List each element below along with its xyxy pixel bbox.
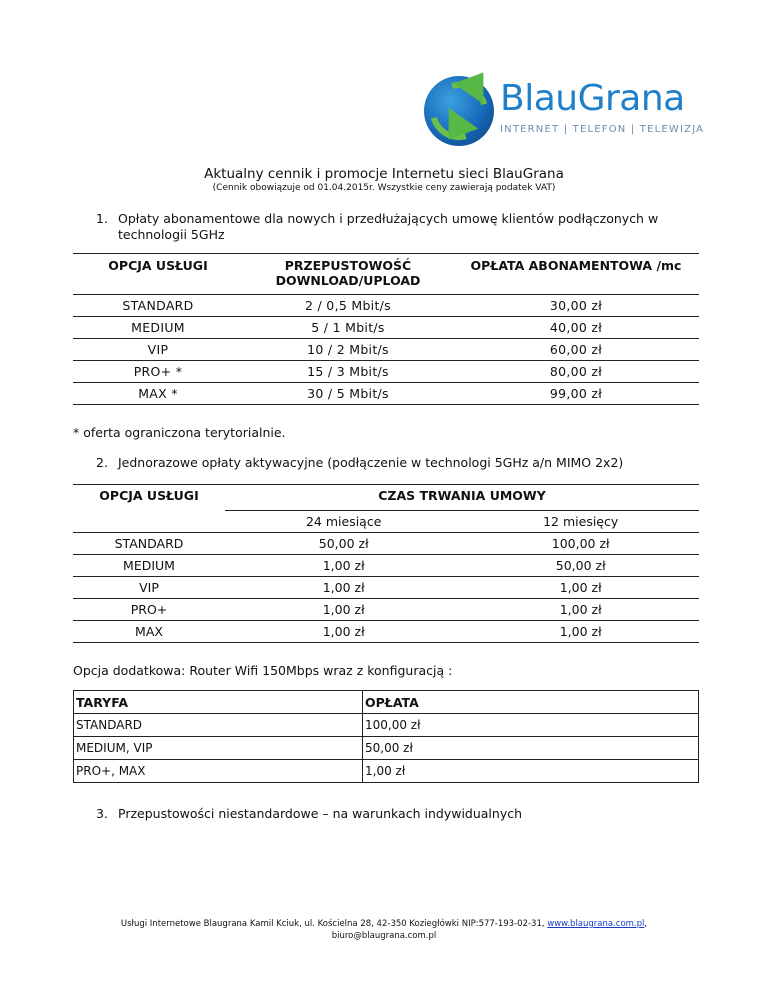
table-row	[73, 339, 699, 361]
territorial-note: * oferta ograniczona terytorialnie.	[73, 425, 286, 440]
table-row	[74, 714, 699, 737]
activation-fees-table	[73, 484, 699, 643]
subheader-24-months: 24 miesiące	[225, 511, 462, 533]
section-2-heading	[96, 455, 716, 473]
table-row	[73, 577, 699, 599]
cell-option: PRO+	[73, 599, 225, 621]
cell-fee: 1,00 zł	[363, 760, 699, 783]
cell-option: VIP	[73, 339, 243, 361]
table-row	[73, 361, 699, 383]
cell-option: MAX	[73, 621, 225, 643]
cell-12m: 50,00 zł	[462, 555, 699, 577]
section-number: 3.	[96, 806, 108, 821]
cell-option: STANDARD	[73, 533, 225, 555]
header-monthly-fee: OPŁATA ABONAMENTOWA /mc	[453, 254, 699, 295]
footer-company-info: Usługi Internetowe Blaugrana Kamil Kciuk, ul. Kościelna 28, 42-350 Koziegłówki NIP:577-193-02-31,	[120, 919, 548, 929]
company-logo	[424, 76, 705, 150]
cell-12m: 1,00 zł	[462, 599, 699, 621]
table-row	[73, 533, 699, 555]
cell-12m: 1,00 zł	[462, 621, 699, 643]
section-3-heading	[96, 806, 716, 824]
logo-tagline: INTERNET | TELEFON | TELEWIZJA	[500, 124, 705, 135]
section-text-line1: Opłaty abonamentowe dla nowych i przedłużających umowę klientów podłączonych w	[118, 211, 659, 226]
table-header-row	[73, 254, 699, 295]
cell-fee: 30,00 zł	[453, 295, 699, 317]
table-row	[73, 599, 699, 621]
cell-fee: 60,00 zł	[453, 339, 699, 361]
router-fees-table	[73, 690, 699, 783]
page-subtitle: (Cennik obowiązuje od 01.04.2015r. Wszystkie ceny zawierają podatek VAT)	[212, 183, 556, 193]
table-row	[73, 383, 699, 405]
logo-name: BlauGrana	[500, 78, 685, 119]
section-1-heading	[96, 211, 716, 245]
subscription-fees-table	[73, 253, 699, 405]
footer-comma: ,	[644, 919, 648, 929]
table-row	[73, 295, 699, 317]
cell-throughput: 15 / 3 Mbit/s	[243, 361, 453, 383]
section-text-line2: technologii 5GHz	[118, 227, 225, 242]
table-row	[74, 760, 699, 783]
cell-24m: 1,00 zł	[225, 577, 462, 599]
header-tariff: TARYFA	[74, 691, 363, 714]
table-row	[73, 317, 699, 339]
addon-description: Opcja dodatkowa: Router Wifi 150Mbps wraz z konfiguracją :	[73, 663, 453, 678]
cell-throughput: 2 / 0,5 Mbit/s	[243, 295, 453, 317]
header-throughput-line1: PRZEPUSTOWOŚĆ	[284, 258, 412, 273]
header-throughput-line2: DOWNLOAD/UPLOAD	[275, 273, 421, 288]
cell-24m: 1,00 zł	[225, 555, 462, 577]
cell-12m: 1,00 zł	[462, 577, 699, 599]
cell-option: MAX *	[73, 383, 243, 405]
table-row	[73, 621, 699, 643]
table-header-row	[74, 691, 699, 714]
table-row	[73, 555, 699, 577]
header-service-option: OPCJA USŁUGI	[73, 254, 243, 295]
page-title: Aktualny cennik i promocje Internetu sieci BlauGrana	[204, 166, 564, 182]
cell-24m: 1,00 zł	[225, 599, 462, 621]
cell-tariff: MEDIUM, VIP	[74, 737, 363, 760]
cell-throughput: 10 / 2 Mbit/s	[243, 339, 453, 361]
cell-24m: 1,00 zł	[225, 621, 462, 643]
table-header-row	[73, 485, 699, 511]
section-number: 2.	[96, 455, 108, 470]
cell-fee: 100,00 zł	[363, 714, 699, 737]
footer-email: biuro@blaugrana.com.pl	[331, 931, 437, 941]
subheader-12-months: 12 miesięcy	[462, 511, 699, 533]
table-row	[74, 737, 699, 760]
cell-12m: 100,00 zł	[462, 533, 699, 555]
section-number: 1.	[96, 211, 108, 226]
cell-fee: 99,00 zł	[453, 383, 699, 405]
cell-tariff: STANDARD	[74, 714, 363, 737]
section-text: Jednorazowe opłaty aktywacyjne (podłączenie w technologi 5GHz a/n MIMO 2x2)	[118, 455, 624, 470]
cell-option: MEDIUM	[73, 555, 225, 577]
cell-option: VIP	[73, 577, 225, 599]
cell-option: PRO+ *	[73, 361, 243, 383]
cell-option: STANDARD	[73, 295, 243, 317]
header-throughput	[243, 254, 453, 295]
cell-throughput: 30 / 5 Mbit/s	[243, 383, 453, 405]
header-fee: OPŁATA	[363, 691, 699, 714]
cell-24m: 50,00 zł	[225, 533, 462, 555]
website-link[interactable]: www.blaugrana.com.pl	[547, 919, 645, 929]
cell-fee: 40,00 zł	[453, 317, 699, 339]
section-text: Przepustowości niestandardowe – na warunkach indywidualnych	[118, 806, 523, 821]
cell-option: MEDIUM	[73, 317, 243, 339]
page-footer	[0, 918, 768, 942]
cell-throughput: 5 / 1 Mbit/s	[243, 317, 453, 339]
header-contract-duration: CZAS TRWANIA UMOWY	[225, 485, 699, 511]
header-service-option: OPCJA USŁUGI	[73, 485, 225, 533]
cell-fee: 80,00 zł	[453, 361, 699, 383]
cell-fee: 50,00 zł	[363, 737, 699, 760]
cell-tariff: PRO+, MAX	[74, 760, 363, 783]
